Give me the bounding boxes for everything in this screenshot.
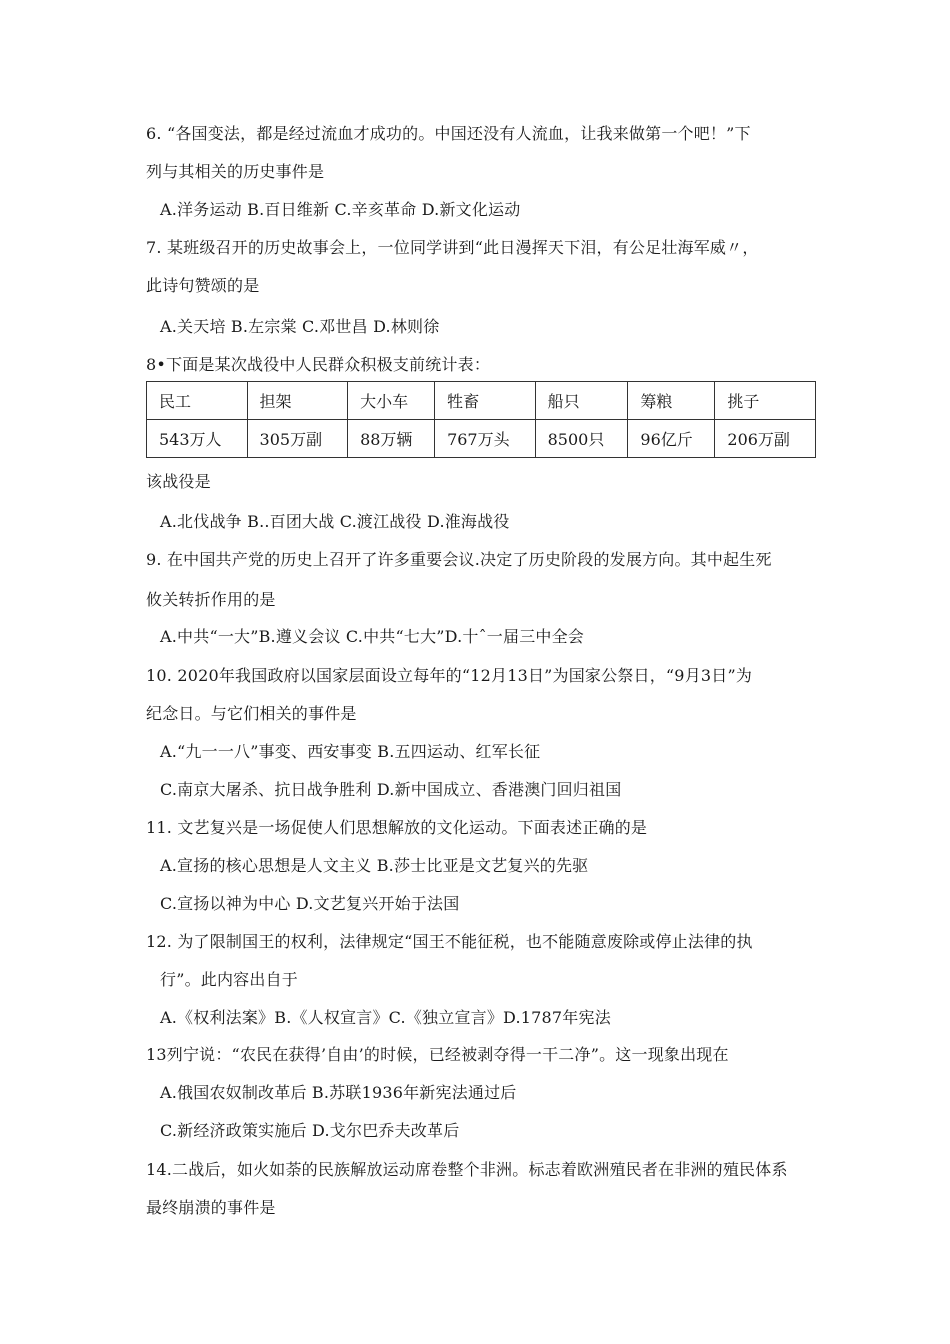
q14-stem-line2: 最终崩溃的事件是 [146,1198,276,1217]
table-header-cell: 挑子 [715,382,816,420]
q8-options: A.北伐战争 B..百团大战 C.渡江战役 D.淮海战役 [160,512,510,531]
table-header-cell: 担架 [247,382,348,420]
table-cell: 96亿斤 [628,420,715,458]
q13-options-cd: C.新经济政策实施后 D.戈尔巴乔夫改革后 [160,1121,460,1140]
q6-stem-line1: 6. “各国变法，都是经过流血才成功的。中国还没有人流血，让我来做第一个吧！”下 [146,124,751,143]
q9-stem-line1: 9. 在中国共产党的历史上召开了许多重要会议.决定了历史阶段的发展方向。其中起生死 [146,550,772,569]
q10-stem-line1: 10. 2020年我国政府以国家层面设立每年的“12月13日”为国家公祭日，“9月3日”为 [146,666,753,685]
q7-stem-line1: 7. 某班级召开的历史故事会上，一位同学讲到“此日漫挥天下泪，有公足壮海军威〃， [146,238,759,257]
q8-intro: 8•下面是某次战役中人民群众积极支前统计表： [146,355,491,374]
q6-stem-line2: 列与其相关的历史事件是 [146,162,325,181]
table-header-cell: 民工 [147,382,248,420]
table-cell: 543万人 [147,420,248,458]
table-header-row [147,382,816,420]
q13-stem-line1: 13列宁说：“农民在获得’自由’的时候，已经被剥夺得一干二净”。这一现象出现在 [146,1045,729,1064]
q10-options-cd: C.南京大屠杀、抗日战争胜利 D.新中国成立、香港澳门回归祖国 [160,780,622,799]
q9-options: A.中共“一大”B.遵义会议 C.中共“七大”D.十ˆ一届三中全会 [160,627,584,646]
table-cell: 8500只 [535,420,628,458]
table-row [147,420,816,458]
table-cell: 88万辆 [348,420,435,458]
table-header-cell: 船只 [535,382,628,420]
q11-options-cd: C.宣扬以神为中心 D.文艺复兴开始于法国 [160,894,460,913]
q11-options-ab: A.宣扬的核心思想是人文主义 B.莎士比亚是文艺复兴的先驱 [160,856,589,875]
q13-options-ab: A.俄国农奴制改革后 B.苏联1936年新宪法通过后 [160,1083,517,1102]
q8-stem-line2: 该战役是 [146,472,211,491]
table-cell: 305万副 [247,420,348,458]
q12-stem-line1: 12. 为了限制国王的权利，法律规定“国王不能征税，也不能随意废除或停止法律的执 [146,932,753,951]
q7-options: A.关天培 B.左宗棠 C.邓世昌 D.林则徐 [160,317,440,336]
q6-options: A.洋务运动 B.百日维新 C.辛亥革命 D.新文化运动 [160,200,521,219]
support-statistics-table [146,381,816,458]
q9-stem-line2: 攸关转折作用的是 [146,590,276,609]
table-cell: 767万头 [435,420,536,458]
table-header-cell: 筹粮 [628,382,715,420]
q7-stem-line2: 此诗句赞颂的是 [146,276,260,295]
q11-stem-line1: 11. 文艺复兴是一场促使人们思想解放的文化运动。下面表述正确的是 [146,818,648,837]
q10-stem-line2: 纪念日。与它们相关的事件是 [146,704,357,723]
table-header-cell: 牲畜 [435,382,536,420]
q12-stem-line2: 行”。此内容出自于 [160,970,298,989]
table-cell: 206万副 [715,420,816,458]
q12-options: A.《权利法案》B.《人权宣言》C.《独立宣言》D.1787年宪法 [160,1008,611,1027]
q14-stem-line1: 14.二战后，如火如荼的民族解放运动席卷整个非洲。标志着欧洲殖民者在非洲的殖民体系 [146,1160,788,1179]
q10-options-ab: A.“九一一八”事变、西安事变 B.五四运动、红军长征 [160,742,541,761]
table-header-cell: 大小车 [348,382,435,420]
